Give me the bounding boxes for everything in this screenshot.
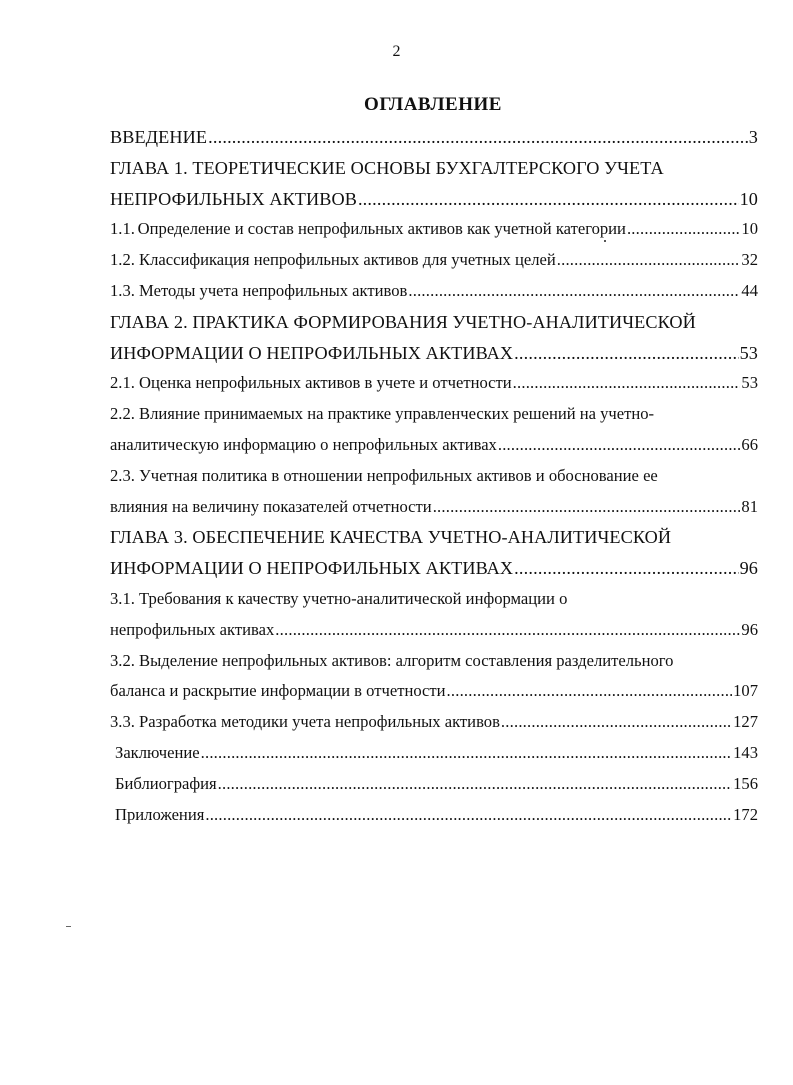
toc-entry-section-1-2[interactable] [110, 245, 758, 276]
dot-leader [447, 676, 733, 707]
toc-page-number: 96 [741, 619, 758, 639]
toc-entry-text: 1.3. Методы учета непрофильных активов [110, 280, 408, 300]
toc-entry-section-2-2[interactable] [110, 399, 758, 430]
toc-page-number: 96 [739, 558, 758, 579]
toc-entry-text: 3.1. Требования к качеству учетно-аналитической информации о [110, 588, 568, 608]
dot-leader [627, 214, 740, 245]
page-number: 2 [392, 43, 401, 60]
toc-entry-text: ИНФОРМАЦИИ О НЕПРОФИЛЬНЫХ АКТИВАХ [110, 342, 514, 363]
toc-entry-text: Приложения [115, 804, 205, 824]
toc-page-number: 53 [741, 373, 758, 393]
toc-entry-text: ИНФОРМАЦИИ О НЕПРОФИЛЬНЫХ АКТИВАХ [110, 558, 514, 579]
toc-entry-section-3-2-cont[interactable] [110, 676, 758, 707]
toc-entry-bibliography[interactable] [110, 769, 758, 800]
toc-entry-section-1-3[interactable] [110, 276, 758, 307]
toc-entry-section-2-3-cont[interactable] [110, 492, 758, 523]
toc-entry-section-2-2-cont[interactable] [110, 430, 758, 461]
toc-page-number: 53 [739, 342, 758, 363]
toc-entry-chapter-3[interactable] [110, 522, 758, 553]
dot-leader [201, 738, 732, 769]
toc-entry-chapter-1-cont[interactable] [110, 184, 758, 215]
toc-page-number: 44 [741, 280, 758, 300]
toc-entry-text: НЕПРОФИЛЬНЫХ АКТИВОВ [110, 188, 357, 209]
toc-entry-text: ГЛАВА 1. ТЕОРЕТИЧЕСКИЕ ОСНОВЫ БУХГАЛТЕРСКОГО УЧЕТА [110, 157, 664, 178]
dot-leader [498, 430, 741, 461]
dot-leader [433, 492, 741, 523]
toc-entry-section-3-3[interactable] [110, 707, 758, 738]
toc-page-number: 127 [733, 712, 758, 732]
toc-entry-text: Библиография [115, 773, 217, 793]
toc-entry-text: влияния на величину показателей отчетности [110, 496, 432, 516]
toc-entry-text: Определение и состав непрофильных активов как учетной категории [137, 219, 626, 239]
toc-entry-section-3-1[interactable] [110, 584, 758, 615]
dot-leader [358, 184, 739, 215]
scan-speck [604, 240, 606, 242]
toc-entry-text: ГЛАВА 2. ПРАКТИКА ФОРМИРОВАНИЯ УЧЕТНО-АНАЛИТИЧЕСКОЙ [110, 311, 696, 332]
toc-entry-section-2-1[interactable] [110, 368, 758, 399]
toc-page-number: 3 [748, 127, 758, 147]
dot-leader [514, 338, 738, 369]
toc-entry-chapter-3-cont[interactable] [110, 553, 758, 584]
toc-entry-text: 2.3. Учетная политика в отношении непрофильных активов и обоснование ее [110, 465, 658, 485]
page-title: ОГЛАВЛЕНИЕ [364, 94, 502, 115]
scan-mark [66, 926, 71, 927]
dot-leader [501, 707, 732, 738]
toc-entry-text: 3.3. Разработка методики учета непрофильных активов [110, 712, 500, 732]
toc-page-number: 172 [733, 804, 758, 824]
toc-page-number: 156 [733, 773, 758, 793]
toc-entry-text: аналитическую информацию о непрофильных активах [110, 434, 497, 454]
toc-entry-text: Заключение [115, 742, 200, 762]
toc-entry-text: 2.1. Оценка непрофильных активов в учете и отчетности [110, 373, 512, 393]
toc-entry-text: ВВЕДЕНИЕ [110, 127, 208, 147]
toc-page-number: 66 [741, 434, 758, 454]
dot-leader [205, 800, 732, 831]
toc-entry-appendices[interactable] [110, 800, 758, 831]
toc-page-number: 81 [741, 496, 758, 516]
toc-entry-text: непрофильных активах [110, 619, 275, 639]
toc-entry-chapter-1[interactable] [110, 153, 758, 184]
toc-page-number: 10 [741, 219, 758, 239]
toc-page-number: 10 [739, 188, 758, 209]
table-of-contents [110, 122, 758, 830]
toc-entry-section-3-1-cont[interactable] [110, 615, 758, 646]
toc-entry-chapter-2[interactable] [110, 307, 758, 338]
dot-leader [275, 615, 740, 646]
toc-section-number: 1.1. [110, 219, 135, 239]
toc-entry-conclusion[interactable] [110, 738, 758, 769]
toc-entry-text: ГЛАВА 3. ОБЕСПЕЧЕНИЕ КАЧЕСТВА УЧЕТНО-АНАЛИТИЧЕСКОЙ [110, 527, 672, 548]
dot-leader [408, 276, 740, 307]
toc-page-number: 32 [741, 250, 758, 270]
toc-entry-chapter-2-cont[interactable] [110, 338, 758, 369]
toc-entry-text: 3.2. Выделение непрофильных активов: алгоритм составления разделительного [110, 650, 674, 670]
toc-page-number: 143 [733, 742, 758, 762]
dot-leader [514, 553, 738, 584]
dot-leader [218, 769, 732, 800]
toc-entry-intro[interactable] [110, 122, 758, 153]
toc-entry-text: 1.2. Классификация непрофильных активов для учетных целей [110, 250, 556, 270]
dot-leader [557, 245, 741, 276]
dot-leader [208, 122, 748, 153]
toc-entry-text: баланса и раскрытие информации в отчетности [110, 681, 446, 701]
toc-entry-section-2-3[interactable] [110, 461, 758, 492]
dot-leader [513, 368, 741, 399]
toc-entry-text: 2.2. Влияние принимаемых на практике управленческих решений на учетно- [110, 404, 655, 424]
toc-page-number: 107 [733, 681, 758, 701]
toc-entry-section-3-2[interactable] [110, 646, 758, 677]
toc-entry-section-1-1[interactable] [110, 214, 758, 245]
